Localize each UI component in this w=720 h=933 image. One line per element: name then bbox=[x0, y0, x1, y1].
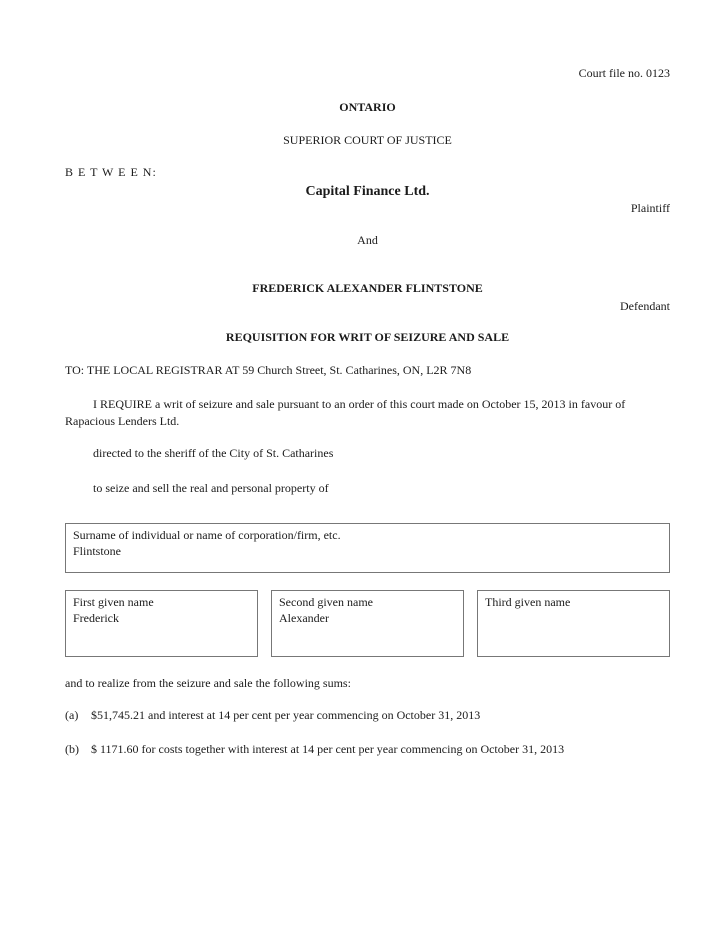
document-title: REQUISITION FOR WRIT OF SEIZURE AND SALE bbox=[225, 330, 510, 344]
given-names-row bbox=[65, 590, 670, 657]
sum-item-a-text: $51,745.21 and interest at 14 per cent per year commencing on October 31, 2013 bbox=[91, 708, 481, 722]
defendant-role-label: Defendant bbox=[620, 299, 670, 313]
surname-box bbox=[65, 523, 670, 573]
surname-box-label: Surname of individual or name of corporation/firm, etc. bbox=[73, 528, 341, 542]
plaintiff-role-label: Plaintiff bbox=[630, 201, 670, 215]
first-given-name-label: First given name bbox=[73, 595, 154, 609]
sum-item-b-marker: (b) bbox=[65, 742, 79, 756]
sum-item-a bbox=[65, 708, 670, 723]
third-given-name-box bbox=[477, 590, 670, 657]
realize-sums-line: and to realize from the seizure and sale the following sums: bbox=[65, 676, 351, 690]
plaintiff-name: Capital Finance Ltd. bbox=[305, 184, 430, 199]
second-given-name-box bbox=[271, 590, 464, 657]
require-paragraph: I REQUIRE a writ of seizure and sale pursuant to an order of this court made on October 15, 2013 in favour of Rapacious Lenders Ltd. bbox=[65, 397, 626, 428]
second-given-name-value: Alexander bbox=[279, 611, 329, 625]
first-given-name-box bbox=[65, 590, 258, 657]
defendant-name: FREDERICK ALEXANDER FLINTSTONE bbox=[252, 281, 483, 295]
court-name-heading: SUPERIOR COURT OF JUSTICE bbox=[283, 133, 452, 147]
between-label: B E T W E E N: bbox=[65, 165, 157, 179]
first-given-name-value: Frederick bbox=[73, 611, 119, 625]
jurisdiction-heading: ONTARIO bbox=[339, 100, 396, 114]
sum-item-b-text: $ 1171.60 for costs together with interest at 14 per cent per year commencing on October 31, 2013 bbox=[91, 742, 565, 756]
and-label: And bbox=[357, 233, 378, 247]
third-given-name-label: Third given name bbox=[485, 595, 571, 609]
court-file-number: Court file no. 0123 bbox=[578, 66, 670, 80]
sum-item-a-marker: (a) bbox=[65, 708, 79, 722]
surname-box-value: Flintstone bbox=[73, 544, 122, 558]
second-given-name-label: Second given name bbox=[279, 595, 373, 609]
directed-to-sheriff-line: directed to the sheriff of the City of St. Catharines bbox=[93, 446, 334, 460]
registrar-address-line: TO: THE LOCAL REGISTRAR AT 59 Church Street, St. Catharines, ON, L2R 7N8 bbox=[65, 363, 472, 377]
seize-and-sell-line: to seize and sell the real and personal property of bbox=[93, 481, 329, 495]
sum-item-b bbox=[65, 742, 670, 757]
